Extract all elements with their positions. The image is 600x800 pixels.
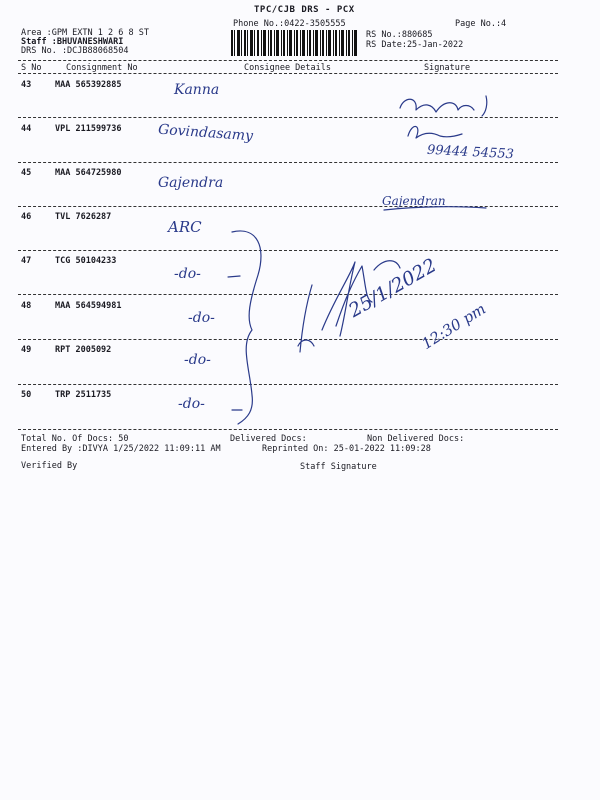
- phone-number: Phone No.:0422-3505555: [233, 19, 346, 29]
- staff-label: Staff :: [21, 37, 57, 47]
- row-44-consignment: VPL 211599736: [55, 124, 122, 134]
- hand-phone-44: 99444 54553: [426, 142, 515, 163]
- staff-signature: Staff Signature: [300, 462, 377, 472]
- row-48-sno: 48: [21, 301, 32, 311]
- col-sno: S No: [21, 63, 42, 73]
- signature-row-44-b: [408, 126, 462, 138]
- drs-number: DRS No. :DCJB88068504: [21, 46, 129, 56]
- total-docs: Total No. Of Docs: 50: [21, 434, 129, 444]
- entered-by: Entered By :DIVYA 1/25/2022 11:09:11 AM: [21, 444, 221, 454]
- hand-consignee-43: Kanna: [174, 82, 220, 98]
- page-number: Page No.:4: [455, 19, 507, 29]
- staff-name: BHUVANESHWARI: [56, 37, 124, 47]
- non-delivered-docs: Non Delivered Docs:: [367, 434, 465, 444]
- hand-ditto-47: -do-: [174, 266, 201, 282]
- row-46-consignment: TVL 7626287: [55, 212, 112, 222]
- document-title: TPC/CJB DRS - PCX: [254, 5, 355, 15]
- row-50-consignment: TRP 2511735: [55, 390, 112, 400]
- row-43-consignment: MAA 565392885: [55, 80, 122, 90]
- col-consignee: Consignee Details: [244, 63, 331, 73]
- hand-time: 12:30 pm: [418, 299, 489, 353]
- row-49-consignment: RPT 2005092: [55, 345, 112, 355]
- row-45-sno: 45: [21, 168, 32, 178]
- row-43-sno: 43: [21, 80, 32, 90]
- row-47-sno: 47: [21, 256, 32, 266]
- area-label: Area :GPM EXTN 1 2 6 8 ST: [21, 28, 149, 38]
- col-consignment: Consignment No: [66, 63, 138, 73]
- row-50-sno: 50: [21, 390, 32, 400]
- hand-consignee-45: Gajendra: [158, 175, 224, 191]
- signature-row-44: [400, 96, 487, 116]
- hand-ditto-49: -do-: [184, 352, 211, 368]
- col-signature: Signature: [424, 63, 471, 73]
- delivered-docs: Delivered Docs:: [230, 434, 307, 444]
- verified-by: Verified By: [21, 461, 78, 471]
- bracket-mark: [232, 231, 261, 424]
- hand-ditto-50: -do-: [178, 396, 205, 412]
- row-44-sno: 44: [21, 124, 32, 134]
- rs-date: RS Date:25-Jan-2022: [366, 40, 464, 50]
- hand-date: 25/1/2022: [345, 254, 441, 322]
- row-46-sno: 46: [21, 212, 32, 222]
- reprinted-on: Reprinted On: 25-01-2022 11:09:28: [262, 444, 431, 454]
- rs-number: RS No.:880685: [366, 30, 433, 40]
- row-49-sno: 49: [21, 345, 32, 355]
- hand-signature-45: Gajendran: [382, 194, 446, 208]
- hand-consignee-46: ARC: [168, 218, 202, 236]
- row-45-consignment: MAA 564725980: [55, 168, 122, 178]
- row-48-consignment: MAA 564594981: [55, 301, 122, 311]
- hand-consignee-44: Govindasamy: [157, 121, 254, 145]
- row-47-consignment: TCG 50104233: [55, 256, 117, 266]
- hand-ditto-48: -do-: [188, 310, 215, 326]
- ditto-dash: [228, 276, 240, 277]
